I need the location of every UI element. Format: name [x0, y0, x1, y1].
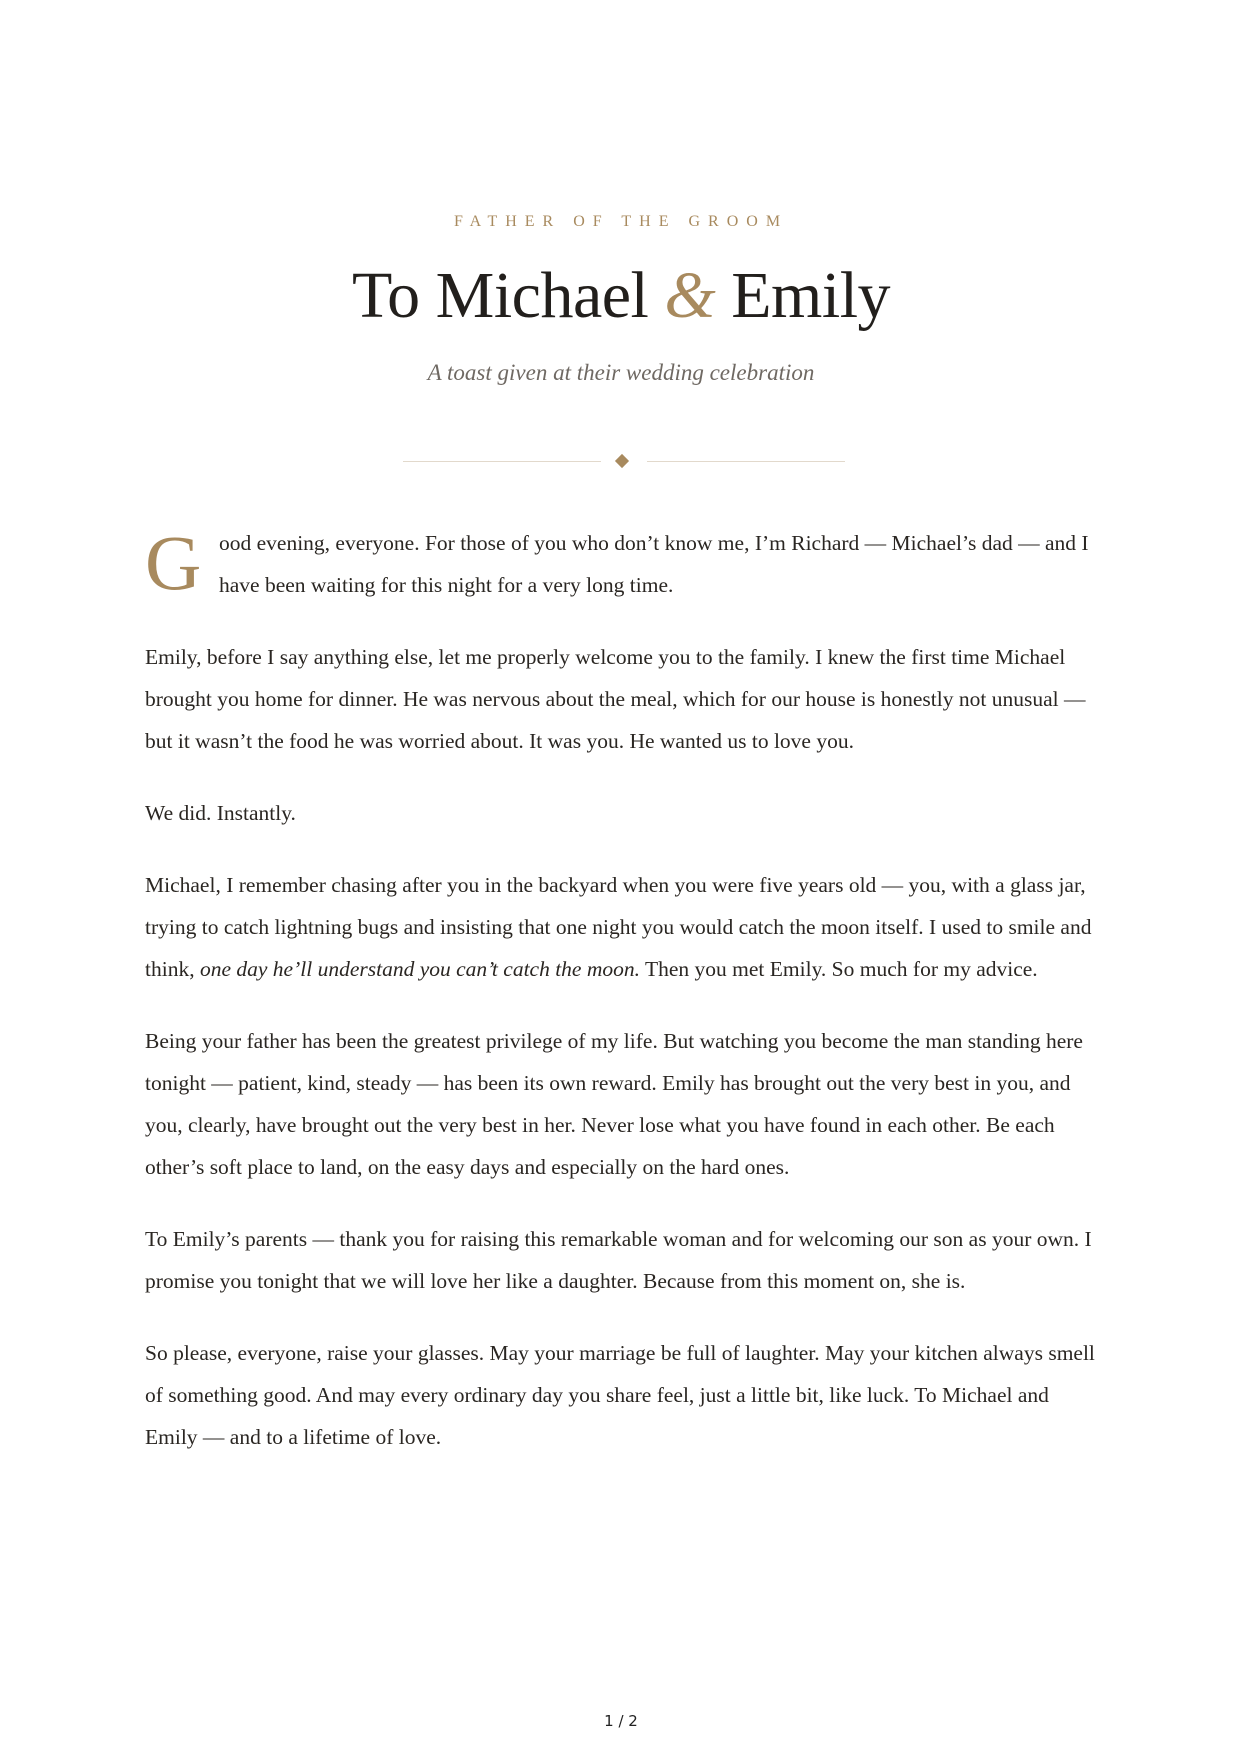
paragraph-3: We did. Instantly.: [145, 801, 296, 825]
page-subtitle: A toast given at their wedding celebration: [427, 360, 815, 385]
page-number: 1 / 2: [604, 1712, 638, 1730]
paragraph-1-text: ood evening, everyone. For those of you who don’t know me, I’m Richard — Michael’s dad — and I have been waiting for this night for a very long time.: [219, 531, 1089, 597]
divider-line-right: [647, 461, 845, 462]
paragraph-7: So please, everyone, raise your glasses. May your marriage be full of laughter. May your kitchen always smell of something good. And may every ordinary day you share feel, just a little bit, like luck. To Michael and Emily — and to a lifetime of love.: [145, 1341, 1095, 1449]
toast-body: [145, 519, 1097, 1488]
diamond-icon: [615, 454, 629, 468]
paragraph-1: [145, 519, 1097, 606]
title-name-michael: To Michael: [351, 259, 665, 332]
page-title: [0, 256, 1242, 336]
paragraph-4-italic-quote: one day he’ll understand you can’t catch the moon.: [199, 957, 640, 981]
ornamental-divider: [0, 452, 1242, 472]
paragraph-2: Emily, before I say anything else, let me properly welcome you to the family. I knew the first time Michael brought you home for dinner. He was nervous about the meal, which for our house is honestly not unusual — but it wasn’t the food he was worried about. It was you. He wanted us to love you.: [145, 645, 1086, 753]
paragraph-4-text-start: Michael, I remember chasing after you in the backyard when you were five years old — you, with a glass jar, trying to catch lightning bugs and insisting that one night you would catch the moon itself. I used to smile and think,: [145, 873, 1092, 981]
paragraph-4-text-end: Then you met Emily. So much for my advice.: [640, 957, 1038, 981]
drop-cap: G: [145, 519, 202, 606]
toast-header: [0, 210, 1242, 388]
title-ampersand: &: [664, 259, 716, 332]
paragraph-5: Being your father has been the greatest privilege of my life. But watching you become the man standing here tonight — patient, kind, steady — has been its own reward. Emily has brought out the very best in you, and you, clearly, have brought out the very best in her. Never lose what you have found in each other. Be each other’s soft place to land, on the easy days and especially on the hard ones.: [145, 1029, 1083, 1179]
paragraph-6: To Emily’s parents — thank you for raising this remarkable woman and for welcoming our son as your own. I promise you tonight that we will love her like a daughter. Because from this moment on, she is.: [145, 1227, 1092, 1293]
title-name-emily: Emily: [715, 259, 891, 332]
paragraph-4: [145, 864, 1097, 990]
eyebrow-label: FATHER OF THE GROOM: [453, 213, 789, 230]
divider-line-left: [403, 461, 601, 462]
